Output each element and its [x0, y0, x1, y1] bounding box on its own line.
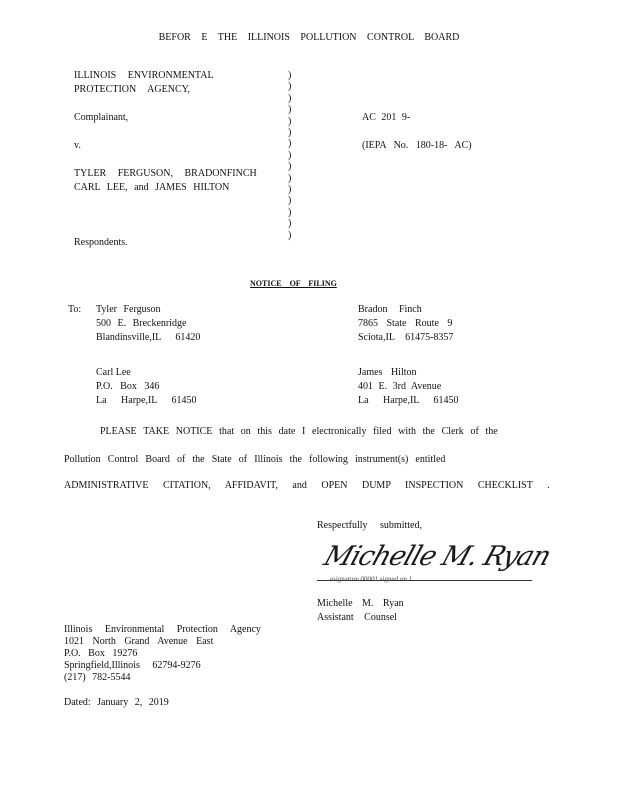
recipient-street: 7865 State Route 9 — [358, 318, 453, 329]
document-heading: BEFOR E THE ILLINOIS POLLUTION CONTROL BOARD — [158, 32, 460, 43]
recipient-street: P.O. Box 346 — [96, 381, 160, 392]
agency-line4: Springfield,Illinois 62794-9276 — [64, 660, 201, 671]
body-line3: ADMINISTRATIVE CITATION, AFFIDAVIT, and OPEN DUMP INSPECTION CHECKLIST . — [64, 480, 550, 491]
recipient-city: Sciota,IL 61475-8357 — [358, 332, 454, 343]
agency-line2: 1021 North Grand Avenue East — [64, 636, 214, 647]
paren: ) — [288, 161, 292, 173]
recipient-city: La Harpe,IL 61450 — [358, 395, 459, 406]
recipient-name: Bradon Finch — [358, 304, 422, 315]
recipient-name: Tyler Ferguson — [96, 304, 161, 315]
paren: ) — [288, 206, 292, 218]
to-label: To: — [68, 304, 82, 315]
recipient-city: La Harpe,IL 61450 — [96, 395, 197, 406]
recipient-city: Blandinsville,IL 61420 — [96, 332, 201, 343]
agency-line3: P.O. Box 19276 — [64, 648, 138, 659]
signer-title: Assistant Counsel — [317, 612, 397, 623]
paren: ) — [288, 229, 292, 241]
date-line: Dated: January 2, 2019 — [64, 697, 169, 708]
signature-caption: esignature 00001 signed on 1 — [329, 575, 413, 583]
paren: ) — [288, 172, 292, 184]
recipient-name: Carl Lee — [96, 367, 131, 378]
respondent-line2: CARL LEE, and JAMES HILTON — [74, 182, 230, 193]
signature-image: Michelle M. Ryan — [320, 541, 555, 572]
paren: ) — [288, 195, 292, 207]
closing: Respectfully submitted, — [317, 520, 422, 531]
paren: ) — [288, 81, 292, 93]
respondent-line1: TYLER FERGUSON, BRADONFINCH — [74, 168, 257, 179]
paren: ) — [288, 138, 292, 150]
body-line1: PLEASE TAKE NOTICE that on this date I electronically filed with the Clerk of the — [100, 426, 498, 437]
paren: ) — [288, 218, 292, 230]
agency-line5: (217) 782-5544 — [64, 672, 131, 683]
recipient-street: 500 E. Breckenridge — [96, 318, 187, 329]
versus: v. — [74, 140, 81, 151]
agency-line1: Illinois Environmental Protection Agency — [64, 624, 261, 635]
caption-paren-column — [288, 70, 298, 241]
paren: ) — [288, 149, 292, 161]
paren: ) — [288, 92, 292, 104]
paren: ) — [288, 115, 292, 127]
paren: ) — [288, 70, 292, 81]
signer-name: Michelle M. Ryan — [317, 598, 404, 609]
paren: ) — [288, 184, 292, 196]
respondent-role: Respondents. — [74, 237, 128, 248]
paren: ) — [288, 104, 292, 116]
recipient-name: James Hilton — [358, 367, 417, 378]
notice-title: NOTICE OF FILING — [250, 279, 337, 288]
recipient-street: 401 E. 3rd Avenue — [358, 381, 442, 392]
paren: ) — [288, 127, 292, 139]
complainant-line1: ILLINOIS ENVIRONMENTAL — [74, 70, 214, 81]
body-line2: Pollution Control Board of the State of Illinois the following instrument(s) entitled — [64, 454, 446, 465]
case-number-iepa: (IEPA No. 180-18- AC) — [362, 140, 472, 151]
complainant-line2: PROTECTION AGENCY, — [74, 84, 191, 95]
case-number-ac: AC 201 9- — [362, 112, 411, 123]
complainant-role: Complainant, — [74, 112, 129, 123]
